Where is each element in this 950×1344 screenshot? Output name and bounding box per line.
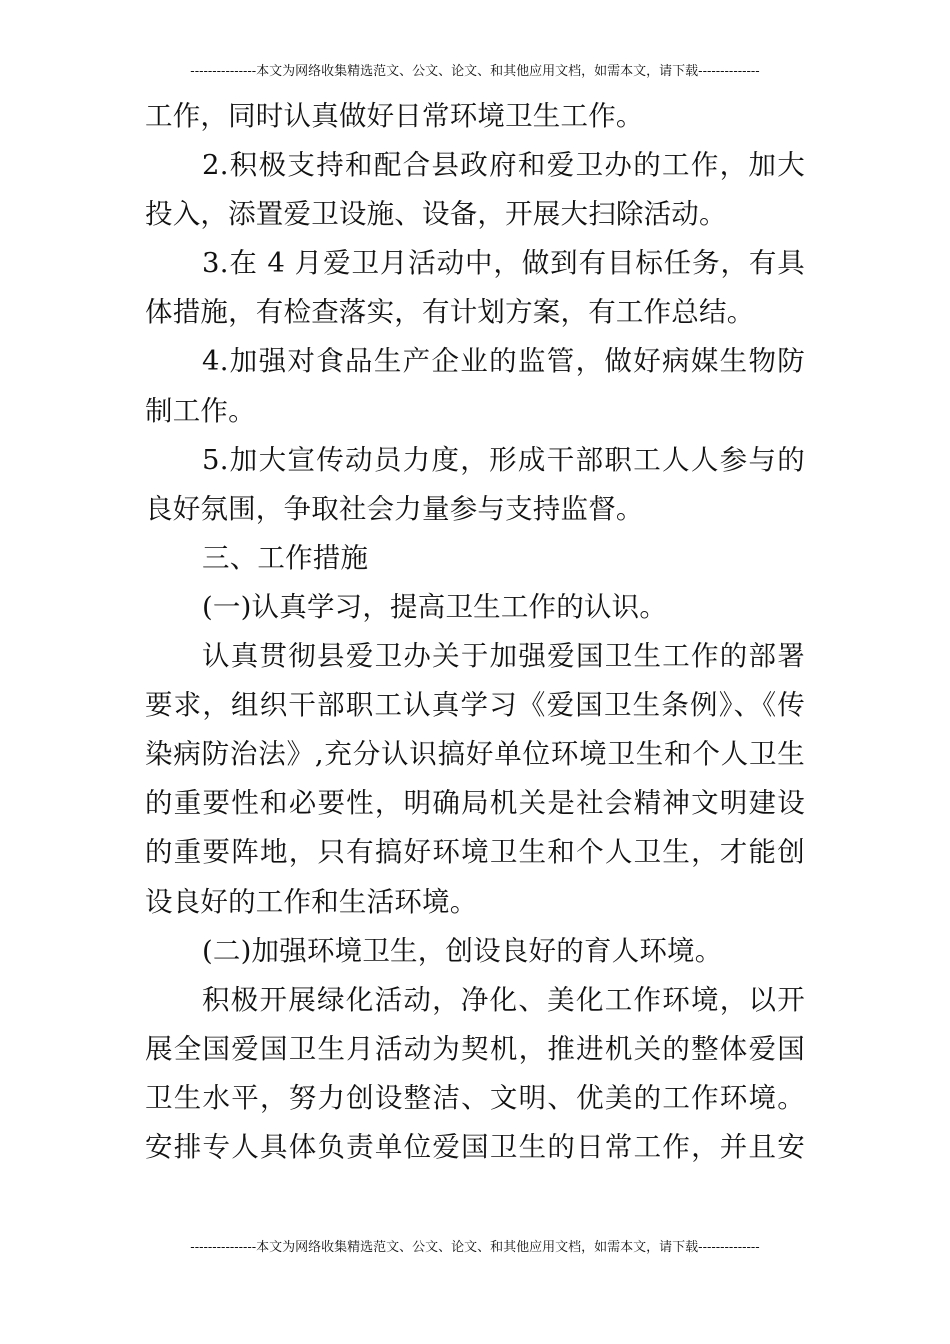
text-line: 良好氛围，争取社会力量参与支持监督。 [145,492,644,525]
footer-banner: ---------------本文为网络收集精选范文、公文、论文、和其他应用文档，如需本文，请下载-------------- [190,1240,760,1255]
text-line: 设良好的工作和生活环境。 [145,885,478,918]
text-line: 要求，组织干部职工认真学习《爱国卫生条例》、《传 [145,689,805,722]
text-line: 卫生水平，努力创设整洁、文明、优美的工作环境。 [145,1081,805,1114]
subsection-heading: (一)认真学习，提高卫生工作的认识。 [202,590,668,623]
text-line: 安排专人具体负责单位爱国卫生的日常工作，并且安 [145,1130,805,1163]
subsection-heading: (二)加强环境卫生，创设良好的育人环境。 [202,934,723,967]
text-line: 体措施，有检查落实，有计划方案，有工作总结。 [145,296,755,329]
text-line: 制工作。 [145,394,256,427]
text-line: 投入，添置爱卫设施、设备，开展大扫除活动。 [145,198,727,231]
header-banner: ---------------本文为网络收集精选范文、公文、论文、和其他应用文档，如需本文，请下载-------------- [190,64,760,79]
text-line: 积极开展绿化活动，净化、美化工作环境，以开 [202,983,805,1016]
text-line: 工作，同时认真做好日常环境卫生工作。 [145,100,644,132]
text-line: 展全国爱国卫生月活动为契机，推进机关的整体爱国 [145,1032,805,1065]
text-line: 3.在 4 月爱卫月活动中，做到有目标任务，有具 [202,247,805,280]
text-line: 染病防治法》,充分认识搞好单位环境卫生和个人卫生 [145,738,805,771]
text-line: 的重要阵地，只有搞好环境卫生和个人卫生，才能创 [145,836,805,869]
text-line: 的重要性和必要性，明确局机关是社会精神文明建设 [145,787,805,820]
text-line: 2.积极支持和配合县政府和爱卫办的工作，加大 [202,149,805,182]
text-line: 4.加强对食品生产企业的监管，做好病媒生物防 [202,345,805,378]
text-line: 认真贯彻县爱卫办关于加强爱国卫生工作的部署 [202,640,805,673]
document-body [145,92,805,1172]
section-heading: 三、工作措施 [202,541,369,574]
text-line: 5.加大宣传动员力度，形成干部职工人人参与的 [202,443,805,476]
